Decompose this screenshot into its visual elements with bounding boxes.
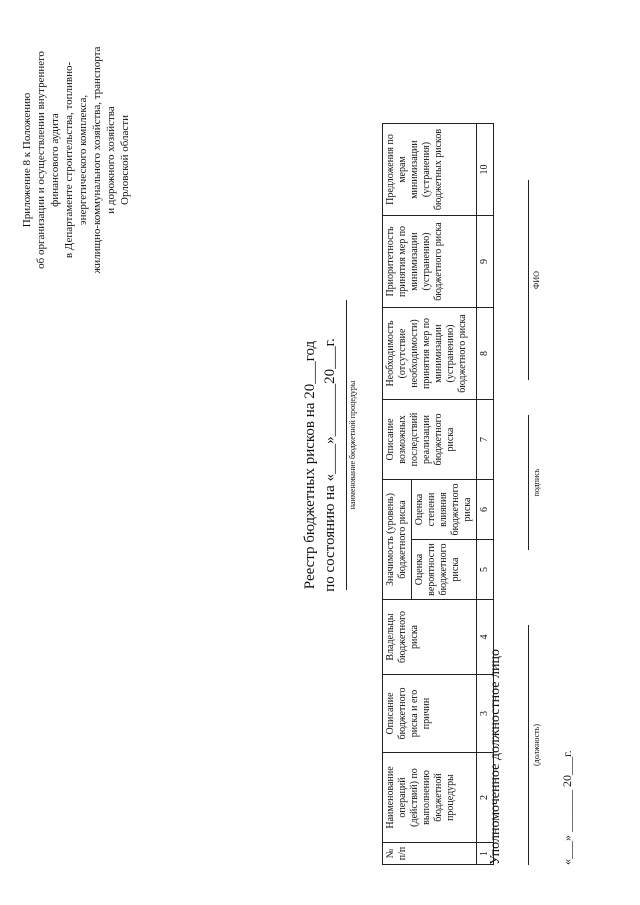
- register-title: [300, 295, 340, 635]
- signature-date: «___» _______ 20___г.: [560, 750, 574, 865]
- signature-line: [528, 415, 529, 550]
- appendix-line: об организации и осуществлении внутреннего: [35, 51, 47, 269]
- signature-caption: подпись: [532, 468, 541, 497]
- appendix-line: в Департаменте строительства, топливно-: [63, 61, 75, 259]
- column-number: 8: [477, 308, 494, 400]
- column-number: 2: [477, 753, 494, 843]
- header-row: [383, 124, 412, 865]
- position-line: [528, 625, 529, 865]
- position-caption: (должность): [532, 724, 541, 766]
- appendix-line: жилищно-коммунального хозяйства, транспорта: [91, 46, 103, 274]
- header-risk-description: Описание бюджетного риска и его причин: [383, 675, 477, 753]
- column-number: 3: [477, 675, 494, 753]
- procedure-underline: [346, 300, 347, 590]
- name-caption: ФИО: [532, 271, 541, 289]
- column-number: 4: [477, 600, 494, 675]
- header-probability: Оценка вероятности бюджетного риска: [412, 540, 477, 600]
- column-number: 7: [477, 400, 494, 480]
- header-consequences: Описание возможных последствий реализации бюджетного риска: [383, 400, 477, 480]
- appendix-header: [20, 0, 132, 320]
- header-risk-owners: Владельцы бюджетного риска: [383, 600, 477, 675]
- header-proposals: Предложения по мерам минимизации (устранения) бюджетных рисков: [383, 124, 477, 216]
- appendix-line: энергетического комплекса,: [77, 94, 89, 226]
- header-necessity: Необходимость (отсутствие необходимости) принятия мер по минимизации (устранению) бюджетного риска: [383, 308, 477, 400]
- appendix-line: финансового аудита: [49, 113, 61, 207]
- name-line: [528, 180, 529, 380]
- header-number: № п/п: [383, 843, 477, 865]
- column-number: 5: [477, 540, 494, 600]
- column-number: 10: [477, 124, 494, 216]
- title-line-1: Реестр бюджетных рисков на 20___год: [302, 340, 318, 590]
- column-number: 6: [477, 480, 494, 540]
- header-priority: Приоритетность принятия мер по минимизации (устранению) бюджетного риска: [383, 216, 477, 308]
- header-operations: Наименование операций (действий) по выполнению бюджетной процедуры: [383, 753, 477, 843]
- appendix-line: Приложение 8 к Положению: [21, 92, 33, 228]
- risk-register-table: [382, 123, 494, 865]
- column-number: 9: [477, 216, 494, 308]
- appendix-line: и дорожного хозяйства: [105, 106, 117, 214]
- header-significance: Значимость (уровень) бюджетного риска: [383, 480, 412, 600]
- column-number: 1: [477, 843, 494, 865]
- header-influence: Оценка степени влияния бюджетного риска: [412, 480, 477, 540]
- procedure-caption: наименование бюджетной процедуры: [348, 380, 357, 510]
- signatory-title: Уполномоченное должностное лицо: [488, 649, 503, 865]
- title-line-2: по состоянию на «____»_______20___г.: [322, 338, 338, 592]
- appendix-line: Орловской области: [119, 115, 131, 205]
